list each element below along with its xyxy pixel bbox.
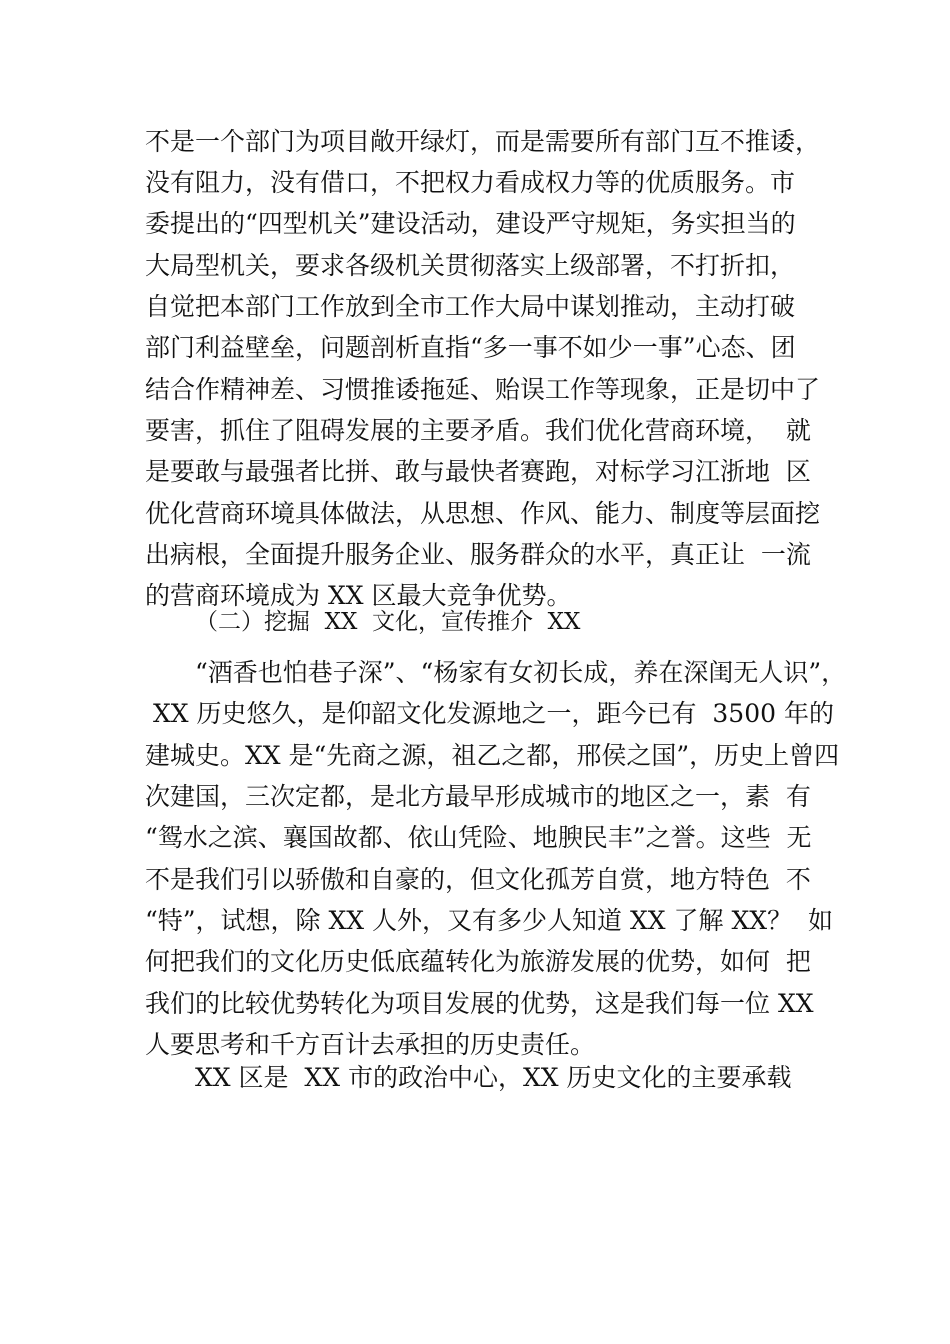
text-line: 委提出的“四型机关”建设活动，建设严守规矩，务实担当的 — [145, 209, 796, 238]
text-line: 不是一个部门为项目敞开绿灯，而是需要所有部门互不推诿， — [145, 127, 821, 156]
text-line: 我们的比较优势转化为项目发展的优势，这是我们每一位 XX — [145, 989, 814, 1018]
text-line: 的营商环境成为 XX 区最大竞争优势。 — [145, 581, 572, 610]
text-line: 结合作精神差、习惯推诿拖延、贻误工作等现象，正是切中了 — [145, 375, 821, 404]
text-line: 人要思考和千方百计去承担的历史责任。 — [145, 1030, 596, 1059]
text-line: 是要敢与最强者比拼、敢与最快者赛跑，对标学习江浙地 区 — [145, 457, 811, 486]
text-line: 次建国，三次定都，是北方最早形成城市的地区之一，素 有 — [145, 782, 811, 811]
text-line: 要害，抓住了阻碍发展的主要矛盾。我们优化营商环境， 就 — [145, 416, 811, 445]
text-line: 没有阻力，没有借口，不把权力看成权力等的优质服务。市 — [145, 168, 796, 197]
text-line: 不是我们引以骄傲和自豪的，但文化孤芳自赏，地方特色 不 — [145, 865, 811, 894]
text-line: “特”，试想，除 XX 人外，又有多少人知道 XX 了解 XX？ 如 — [145, 906, 833, 935]
text-line: 何把我们的文化历史低底蕴转化为旅游发展的优势，如何 把 — [145, 947, 811, 976]
section-heading: （二）挖掘 XX 文化，宣传推介 XX — [195, 609, 581, 635]
text-line: 建城史。XX 是“先商之源，祖乙之都，邢侯之国”，历史上曾四 — [145, 741, 840, 770]
text-line: “鸳水之滨、襄国故都、依山凭险、地腴民丰”之誉。这些 无 — [145, 823, 812, 852]
paragraph-first-line: XX 区是 XX 市的政治中心，XX 历史文化的主要承载 — [195, 1063, 792, 1092]
text-line: 出病根，全面提升服务企业、服务群众的水平，真正让 一流 — [145, 540, 811, 569]
text-line: 自觉把本部门工作放到全市工作大局中谋划推动，主动打破 — [145, 292, 796, 321]
paragraph-first-line: “酒香也怕巷子深”、“杨家有女初长成，养在深闺无人识”， — [195, 658, 847, 687]
text-line: 大局型机关，要求各级机关贯彻落实上级部署，不打折扣， — [145, 251, 796, 280]
text-line: 部门利益壁垒，问题剖析直指“多一事不如少一事”心态、团 — [145, 333, 796, 362]
text-line: 优化营商环境具体做法，从思想、作风、能力、制度等层面挖 — [145, 499, 821, 528]
text-line: XX 历史悠久，是仰韶文化发源地之一，距今已有 3500 年的 — [145, 699, 834, 728]
